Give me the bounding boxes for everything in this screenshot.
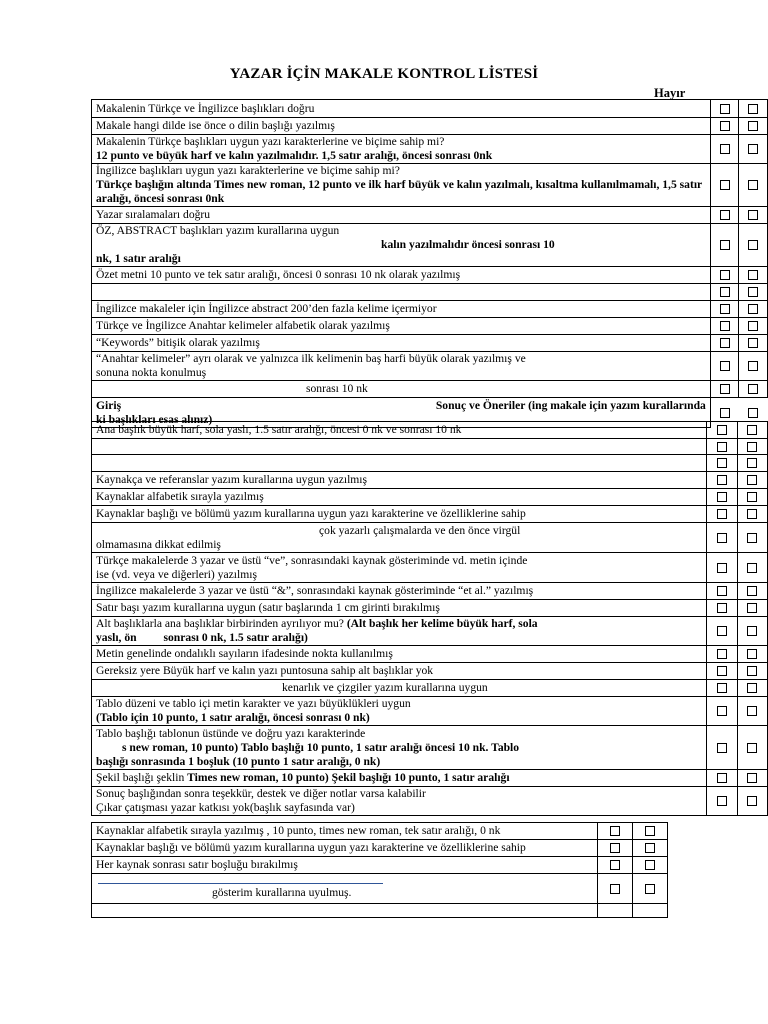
item-text: Kaynaklar alfabetik sırayla yazılmış <box>92 489 707 506</box>
table-row <box>92 118 768 135</box>
item-text <box>92 352 711 381</box>
item-line: Tablo başlığı tablonun üstünde ve doğru yazı karakterinde <box>96 726 366 740</box>
hayir-checkbox[interactable] <box>739 381 768 398</box>
item-line-bold: Türkçe başlığın altında Times new roman, 12 punto ve ilk harf büyük ve kalın yazılmalı, kısaltma kullanılmamalı, 1,5 satır aralığı, öncesi sonrası 0nk <box>96 178 702 205</box>
item-line-bold: 12 punto ve büyük harf ve kalın yazılmalıdır. 1,5 satır aralığı, öncesi sonrası 0nk <box>96 149 493 162</box>
evet-checkbox[interactable] <box>710 381 739 398</box>
table-row <box>92 787 768 816</box>
evet-checkbox[interactable] <box>710 352 739 381</box>
checklist-table-1 <box>91 99 768 428</box>
item-line <box>96 617 702 631</box>
hayir-checkbox[interactable] <box>739 335 768 352</box>
item-line-bold: başlığı sonrasında 1 boşluk (10 punto 1 satır aralığı, 0 nk) <box>96 754 381 768</box>
hayir-checkbox[interactable] <box>739 267 768 284</box>
item-line: ki başlıkları esas alınız) <box>96 412 213 426</box>
item-part: Sonuç ve Öneriler (ing makale için yazım kurallarında <box>435 398 706 412</box>
table-row <box>92 840 668 857</box>
item-text: Kaynaklar başlığı ve bölümü yazım kurallarına uygun yazı karakterine ve özelliklerine sahip <box>92 506 707 523</box>
table-row <box>92 726 768 770</box>
hayir-checkbox[interactable] <box>739 100 768 118</box>
item-text: Makale hangi dilde ise önce o dilin başlığı yazılmış <box>92 118 711 135</box>
item-text: “Keywords” bitişik olarak yazılmış <box>92 335 711 352</box>
evet-checkbox[interactable] <box>710 318 739 335</box>
item-line-bold: kalın yazılmalıdır öncesi sonrası 10 <box>381 238 555 251</box>
item-part-bold: Times new roman, 10 punto) Şekil başlığı 10 punto, 1 satır aralığı <box>187 771 510 784</box>
hayir-checkbox[interactable] <box>739 318 768 335</box>
evet-checkbox[interactable] <box>710 267 739 284</box>
item-text: İngilizce makalelerde 3 yazar ve üstü “&”, sonrasındaki kaynak gösteriminde “et al.” yazılmış <box>92 583 707 600</box>
item-line: Türkçe makalelerde 3 yazar ve üstü “ve”, sonrasındaki kaynak gösteriminde vd. metin içinde <box>96 553 528 567</box>
evet-checkbox[interactable] <box>707 697 737 726</box>
item-text <box>92 284 711 301</box>
item-text: Satır başı yazım kurallarına uygun (satır başlarında 1 cm girinti bırakılmış <box>92 600 707 617</box>
item-text <box>92 726 707 770</box>
table-row <box>92 680 768 697</box>
hayir-checkbox[interactable] <box>739 118 768 135</box>
table-row <box>92 472 768 489</box>
evet-checkbox[interactable] <box>707 726 737 770</box>
table-row <box>92 164 768 207</box>
table-row <box>92 770 768 787</box>
item-text: sonrası 10 nk <box>92 381 711 398</box>
hayir-checkbox[interactable] <box>737 472 767 489</box>
evet-checkbox[interactable] <box>598 840 633 857</box>
hyperlink-underline[interactable] <box>98 883 383 884</box>
table-row <box>92 553 768 583</box>
item-line: Tablo düzeni ve tablo içi metin karakter ve yazı büyüklükleri uygun <box>96 697 411 710</box>
hayir-checkbox[interactable] <box>739 207 768 224</box>
table-row <box>92 100 768 118</box>
item-text: Ana başlık büyük harf, sola yaslı, 1.5 satır aralığı, öncesi 0 nk ve sonrası 10 nk <box>92 422 707 439</box>
item-part: Alt başlıklarla ana başlıklar birbirinden ayrılıyor mu? <box>96 617 344 630</box>
evet-checkbox[interactable] <box>707 770 737 787</box>
item-line: çok yazarlı çalışmalarda ve den önce virgül <box>319 523 521 537</box>
hayir-checkbox[interactable] <box>739 284 768 301</box>
evet-checkbox[interactable] <box>710 335 739 352</box>
evet-checkbox[interactable] <box>598 823 633 840</box>
hayir-checkbox[interactable] <box>737 422 767 439</box>
evet-checkbox[interactable] <box>707 489 737 506</box>
hayir-checkbox[interactable] <box>737 523 767 553</box>
table-row <box>92 135 768 164</box>
item-text <box>92 135 711 164</box>
hayir-checkbox[interactable] <box>737 646 767 663</box>
hayir-checkbox[interactable] <box>737 600 767 617</box>
hayir-checkbox-empty <box>633 904 668 918</box>
table-row <box>92 224 768 267</box>
checklist-table-2 <box>91 421 768 816</box>
item-text: Makalenin Türkçe ve İngilizce başlıkları doğru <box>92 100 711 118</box>
evet-checkbox[interactable] <box>707 583 737 600</box>
item-text: Kaynaklar alfabetik sırayla yazılmış , 10 punto, times new roman, tek satır aralığı, 0 nk <box>92 823 598 840</box>
item-text <box>92 224 711 267</box>
item-text: Gereksiz yere Büyük harf ve kalın yazı puntosuna sahip alt başlıklar yok <box>92 663 707 680</box>
hayir-checkbox[interactable] <box>633 823 668 840</box>
item-part: sonrası 0 nk, 1.5 satır aralığı) <box>163 631 308 644</box>
table-row <box>92 207 768 224</box>
table-row <box>92 646 768 663</box>
table-row <box>92 697 768 726</box>
item-text <box>92 874 598 904</box>
evet-checkbox[interactable] <box>707 523 737 553</box>
table-row <box>92 663 768 680</box>
hayir-checkbox[interactable] <box>737 697 767 726</box>
item-text: kenarlık ve çizgiler yazım kurallarına uygun <box>92 680 707 697</box>
table-row <box>92 904 668 918</box>
item-line: gösterim kurallarına uyulmuş. <box>212 886 352 899</box>
evet-checkbox[interactable] <box>707 472 737 489</box>
evet-checkbox-empty <box>598 904 633 918</box>
item-line: İngilizce başlıkları uygun yazı karakterlerine ve biçime sahip mi? <box>96 164 400 177</box>
item-part: yaslı, ön <box>96 631 137 644</box>
item-text: Kaynaklar başlığı ve bölümü yazım kurallarına uygun yazı karakterine ve özelliklerine sahip <box>92 840 598 857</box>
evet-checkbox[interactable] <box>707 787 737 816</box>
evet-checkbox[interactable] <box>707 680 737 697</box>
item-text <box>92 787 707 816</box>
item-text: İngilizce makaleler için İngilizce abstract 200’den fazla kelime içermiyor <box>92 301 711 318</box>
item-text: Yazar sıralamaları doğru <box>92 207 711 224</box>
item-text <box>92 455 707 472</box>
item-text <box>92 617 707 646</box>
evet-checkbox[interactable] <box>710 100 739 118</box>
hayir-checkbox[interactable] <box>737 680 767 697</box>
item-text: Her kaynak sonrası satır boşluğu bırakılmış <box>92 857 598 874</box>
evet-checkbox[interactable] <box>707 422 737 439</box>
hayir-checkbox[interactable] <box>739 224 768 267</box>
evet-checkbox[interactable] <box>598 857 633 874</box>
table-row <box>92 617 768 646</box>
evet-checkbox[interactable] <box>710 224 739 267</box>
evet-checkbox[interactable] <box>707 646 737 663</box>
evet-checkbox[interactable] <box>598 874 633 904</box>
hayir-checkbox[interactable] <box>739 352 768 381</box>
table-row <box>92 439 768 455</box>
table-row <box>92 583 768 600</box>
hayir-checkbox[interactable] <box>737 553 767 583</box>
evet-checkbox[interactable] <box>710 284 739 301</box>
column-header-hayir: Hayır <box>654 86 686 100</box>
item-line-split <box>96 399 706 413</box>
item-text <box>92 439 707 455</box>
item-text <box>92 770 707 787</box>
hayir-checkbox[interactable] <box>739 135 768 164</box>
evet-checkbox[interactable] <box>710 118 739 135</box>
table-row <box>92 301 768 318</box>
item-part-bold: (Alt başlık her kelime büyük harf, sola <box>346 617 538 630</box>
item-part: Giriş <box>96 398 122 412</box>
item-line: “Anahtar kelimeler” ayrı olarak ve yalnızca ilk kelimenin baş harfi büyük olarak yazılmış ve <box>96 352 526 365</box>
hayir-checkbox[interactable] <box>737 439 767 455</box>
item-line-bold <box>96 631 702 645</box>
item-text: Kaynakça ve referanslar yazım kurallarına uygun yazılmış <box>92 472 707 489</box>
hayir-checkbox[interactable] <box>737 489 767 506</box>
evet-checkbox[interactable] <box>707 663 737 680</box>
item-line: ise (vd. veya ve diğerleri) yazılmış <box>96 567 257 581</box>
hayir-checkbox[interactable] <box>737 583 767 600</box>
hayir-checkbox[interactable] <box>737 617 767 646</box>
hayir-checkbox[interactable] <box>737 787 767 816</box>
item-text <box>92 697 707 726</box>
evet-checkbox[interactable] <box>707 455 737 472</box>
item-line-bold: (Tablo için 10 punto, 1 satır aralığı, öncesi sonrası 0 nk) <box>96 711 370 724</box>
evet-checkbox[interactable] <box>707 600 737 617</box>
evet-checkbox[interactable] <box>707 506 737 523</box>
table-row <box>92 523 768 553</box>
item-line: Sonuç başlığından sonra teşekkür, destek ve diğer notlar varsa kalabilir <box>96 787 426 800</box>
evet-checkbox[interactable] <box>707 617 737 646</box>
table-row <box>92 381 768 398</box>
evet-checkbox[interactable] <box>710 301 739 318</box>
item-text <box>92 904 598 918</box>
evet-checkbox[interactable] <box>710 207 739 224</box>
hayir-checkbox[interactable] <box>737 726 767 770</box>
item-text <box>92 523 707 553</box>
table-row <box>92 455 768 472</box>
table-row <box>92 352 768 381</box>
table-row <box>92 267 768 284</box>
table-row <box>92 335 768 352</box>
item-text <box>92 553 707 583</box>
item-text: Metin genelinde ondalıklı sayıların ifadesinde nokta kullanılmış <box>92 646 707 663</box>
evet-checkbox[interactable] <box>710 164 739 207</box>
evet-checkbox[interactable] <box>707 553 737 583</box>
item-line-bold: nk, 1 satır aralığı <box>96 252 181 265</box>
item-line: olmamasına dikkat edilmiş <box>96 537 221 551</box>
table-row <box>92 874 668 904</box>
item-text: Özet metni 10 punto ve tek satır aralığı, öncesi 0 sonrası 10 nk olarak yazılmış <box>92 267 711 284</box>
hayir-checkbox[interactable] <box>739 164 768 207</box>
hayir-checkbox[interactable] <box>633 874 668 904</box>
item-part: Şekil başlığı şeklin <box>96 771 185 784</box>
item-line: ÖZ, ABSTRACT başlıkları yazım kurallarına uygun <box>96 224 340 237</box>
hayir-checkbox[interactable] <box>633 840 668 857</box>
hayir-checkbox[interactable] <box>737 770 767 787</box>
table-row <box>92 506 768 523</box>
checklist-table-3 <box>91 822 668 918</box>
hayir-checkbox[interactable] <box>737 663 767 680</box>
hayir-checkbox[interactable] <box>633 857 668 874</box>
table-row <box>92 600 768 617</box>
table-row <box>92 489 768 506</box>
hayir-checkbox[interactable] <box>739 301 768 318</box>
page-title: YAZAR İÇİN MAKALE KONTROL LİSTESİ <box>229 66 539 82</box>
item-line: Çıkar çatışması yazar katkısı yok(başlık sayfasında var) <box>96 801 355 814</box>
item-line: sonuna nokta konulmuş <box>96 366 207 379</box>
item-text: Türkçe ve İngilizce Anahtar kelimeler alfabetik olarak yazılmış <box>92 318 711 335</box>
evet-checkbox[interactable] <box>707 439 737 455</box>
item-line-bold: s new roman, 10 punto) Tablo başlığı 10 punto, 1 satır aralığı öncesi 10 nk. Tablo <box>122 740 520 754</box>
item-line: Makalenin Türkçe başlıkları uygun yazı karakterlerine ve biçime sahip mi? <box>96 135 445 148</box>
table-row <box>92 284 768 301</box>
hayir-checkbox[interactable] <box>737 455 767 472</box>
item-text <box>92 164 711 207</box>
table-row <box>92 318 768 335</box>
evet-checkbox[interactable] <box>710 135 739 164</box>
table-row <box>92 823 668 840</box>
hayir-checkbox[interactable] <box>737 506 767 523</box>
table-row <box>92 422 768 439</box>
table-row <box>92 857 668 874</box>
